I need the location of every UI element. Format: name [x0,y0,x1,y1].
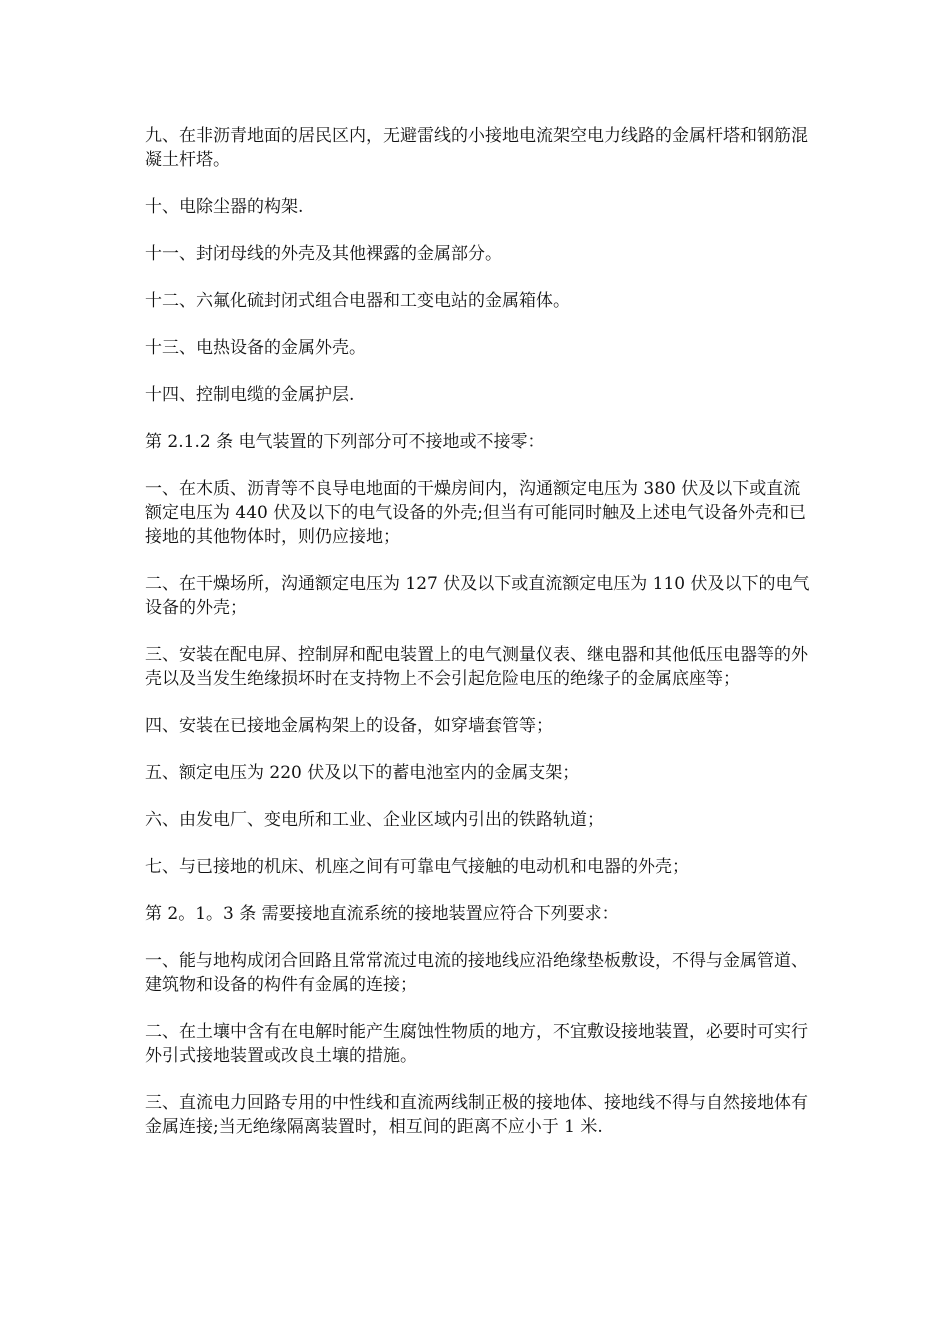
paragraph-dc-1: 一、能与地构成闭合回路且常常流过电流的接地线应沿绝缘垫板敷设，不得与金属管道、建筑物和设备的构件有金属的连接； [145,951,808,995]
paragraph-exempt-5: 五、额定电压为 220 伏及以下的蓄电池室内的金属支架； [145,763,580,783]
paragraph-item-9: 九、在非沥青地面的居民区内，无避雷线的小接地电流架空电力线路的金属杆塔和钢筋混凝土杆塔。 [145,126,808,170]
paragraph-item-12: 十二、六氟化硫封闭式组合电器和工变电站的金属箱体。 [145,291,570,311]
paragraph-item-13: 十三、电热设备的金属外壳。 [145,338,366,358]
paragraph-item-14: 十四、控制电缆的金属护层. [145,385,355,405]
paragraph-exempt-3: 三、安装在配电屏、控制屏和配电装置上的电气测量仪表、继电器和其他低压电器等的外壳以及当发生绝缘损坏时在支持物上不会引起危险电压的绝缘子的金属底座等； [145,645,808,689]
paragraph-dc-3: 三、直流电力回路专用的中性线和直流两线制正极的接地体、接地线不得与自然接地体有金属连接;当无绝缘隔离装置时，相互间的距离不应小于 1 米. [145,1093,808,1137]
paragraph-exempt-4: 四、安装在已接地金属构架上的设备，如穿墙套管等； [145,716,553,736]
clause-heading-2-1-2: 第 2.1.2 条 电气装置的下列部分可不接地或不接零： [145,432,545,452]
document-body [145,124,810,1162]
paragraph-item-11: 十一、封闭母线的外壳及其他裸露的金属部分。 [145,244,502,264]
paragraph-exempt-7: 七、与已接地的机床、机座之间有可靠电气接触的电动机和电器的外壳； [145,857,689,877]
clause-heading-2-1-3: 第 2。1。3 条 需要接地直流系统的接地装置应符合下列要求： [145,904,619,924]
paragraph-exempt-1: 一、在木质、沥青等不良导电地面的干燥房间内，沟通额定电压为 380 伏及以下或直流额定电压为 440 伏及以下的电气设备的外壳;但当有可能同时触及上述电气设备外壳和已接地的其他物体时，则仍应接地； [145,479,806,547]
paragraph-dc-2: 二、在土壤中含有在电解时能产生腐蚀性物质的地方，不宜敷设接地装置，必要时可实行外引式接地装置或改良土壤的措施。 [145,1022,808,1066]
paragraph-exempt-6: 六、由发电厂、变电所和工业、企业区域内引出的铁路轨道； [145,810,604,830]
paragraph-exempt-2: 二、在干燥场所，沟通额定电压为 127 伏及以下或直流额定电压为 110 伏及以下的电气设备的外壳； [145,574,810,618]
paragraph-item-10: 十、电除尘器的构架. [145,197,304,217]
